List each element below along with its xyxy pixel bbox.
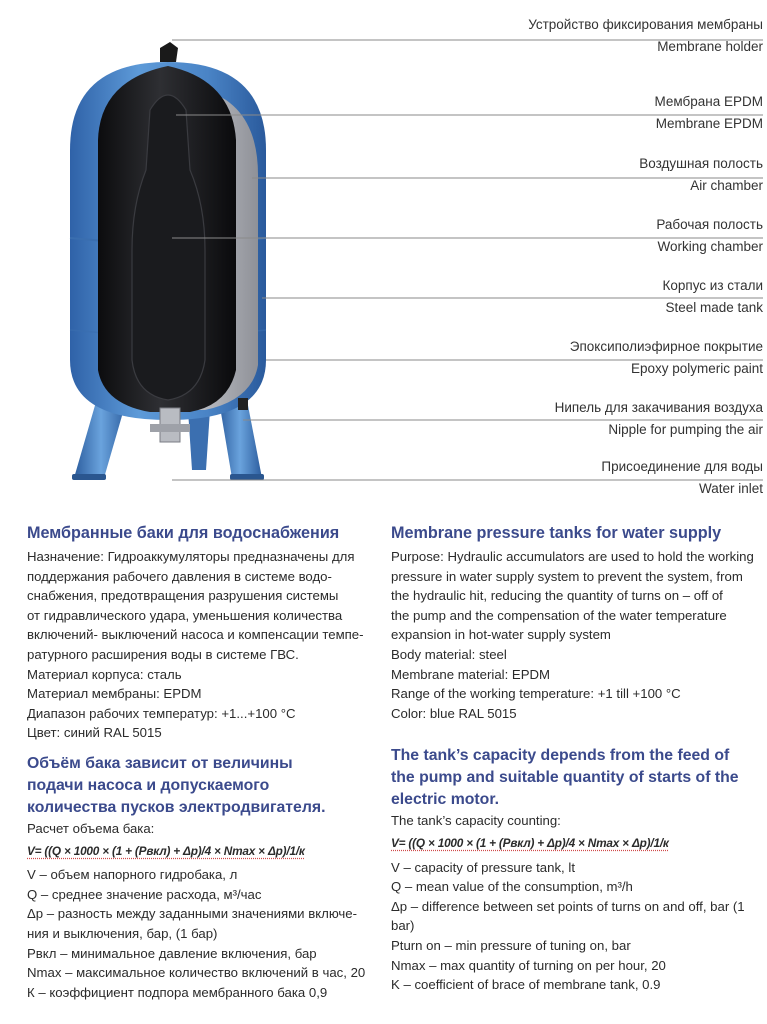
en-definition: K – coefficient of brace of membrane tank, 0.9 <box>391 977 661 993</box>
en-purpose-line: pressure in water supply system to prevent the system, from <box>391 568 743 584</box>
en-purpose-line: expansion in hot-water supply system <box>391 627 611 643</box>
callout-en: Steel made tank <box>665 300 763 315</box>
callout-air-chamber <box>639 153 763 197</box>
ru-definition: Рвкл – минимальное давление включения, бар <box>27 945 317 961</box>
ru-definition: Q – среднее значение расхода, м³/час <box>27 886 262 902</box>
en-definition: V – capacity of pressure tank, lt <box>391 859 575 875</box>
en-definition: Q – mean value of the consumption, m³/h <box>391 879 633 895</box>
callout-ru: Рабочая полость <box>656 217 763 232</box>
callout-en: Working chamber <box>657 239 763 254</box>
en-purpose-line: the hydraulic hit, reducing the quantity of turns on – off of <box>391 588 723 604</box>
en-body-material: Body material: steel <box>391 646 507 662</box>
en-heading2-line: electric motor. <box>391 791 499 809</box>
callout-en: Nipple for pumping the air <box>608 422 763 437</box>
callout-air-nipple <box>555 397 763 441</box>
en-definition: Nmax – max quantity of turning on per hour, 20 <box>391 957 666 973</box>
ru-heading2-line: количества пусков электродвигателя. <box>27 798 326 816</box>
ru-body-material: Материал корпуса: сталь <box>27 666 182 682</box>
ru-purpose-line: от гидравлического удара, уменьшения количества <box>27 607 343 623</box>
membrane-holder <box>160 42 178 62</box>
ru-color: Цвет: синий RAL 5015 <box>27 725 162 741</box>
callout-en: Epoxy polymeric paint <box>630 361 763 376</box>
ru-membrane-material: Материал мембраны: EPDM <box>27 686 202 702</box>
en-definition: bar) <box>391 918 415 934</box>
callout-ru: Корпус из стали <box>662 278 763 293</box>
ru-heading: Мембранные баки для водоснабжения <box>27 524 340 542</box>
en-temp-range: Range of the working temperature: +1 till +100 °C <box>391 686 681 702</box>
ru-purpose-line: снабжения, предотвращения разрушения системы <box>27 588 339 604</box>
air-nipple <box>238 398 248 410</box>
ru-definition: Nmax – максимальное количество включений в час, 20 <box>27 965 366 981</box>
callout-en: Water inlet <box>698 481 763 496</box>
callout-en: Air chamber <box>690 178 763 193</box>
callout-ru: Нипель для закачивания воздуха <box>554 400 763 415</box>
en-purpose-line: the pump and the compensation of the water temperature <box>391 607 727 623</box>
en-heading2-line: The tank’s capacity depends from the feed of <box>391 747 730 765</box>
ru-formula: V= ((Q × 1000 × (1 + (Рвкл) + Δр)/4 × Nmax × Δр)/1/к <box>27 843 305 858</box>
callout-working-chamber <box>656 214 763 258</box>
en-heading: Membrane pressure tanks for water supply <box>391 524 722 542</box>
en-definition: Δp – difference between set points of turns on and off, bar (1 <box>391 898 745 914</box>
en-calc-label: The tank’s capacity counting: <box>391 813 561 829</box>
ru-purpose-line: ратурного расширения воды в системе ГВС. <box>27 646 299 662</box>
callout-ru: Эпоксиполиэфирное покрытие <box>569 339 763 354</box>
ru-purpose-line: Назначение: Гидроаккумуляторы предназначены для <box>27 549 355 564</box>
ru-definition: V – объем напорного гидробака, л <box>27 867 238 883</box>
ru-purpose-line: поддержания рабочего давления в системе водо- <box>27 568 332 584</box>
callout-membrane-epdm <box>654 91 763 135</box>
callout-steel-tank <box>663 275 763 319</box>
ru-calc-label: Расчет объема бака: <box>27 820 155 836</box>
en-color: Color: blue RAL 5015 <box>391 705 517 721</box>
callout-water-inlet <box>601 456 763 500</box>
callout-en: Membrane holder <box>657 39 763 54</box>
ru-purpose-line: включений- выключений насоса и компенсации темпе- <box>27 627 364 643</box>
callout-ru: Воздушная полость <box>639 156 763 171</box>
callout-epoxy-paint <box>570 336 763 380</box>
ru-definition: К – коэффициент подпора мембранного бака 0,9 <box>27 984 328 1000</box>
en-definition: Pturn on – min pressure of tuning on, bar <box>391 937 631 953</box>
callout-membrane-holder <box>528 14 763 58</box>
english-column <box>391 523 763 995</box>
ru-definition: ния и выключения, бар, (1 бар) <box>27 925 218 941</box>
ru-temp-range: Диапазон рабочих температур: +1...+100 °С <box>27 705 296 721</box>
callout-en: Membrane EPDM <box>655 116 763 131</box>
callout-ru: Присоединение для воды <box>601 459 763 474</box>
en-membrane-material: Membrane material: EPDM <box>391 666 551 682</box>
en-heading2-line: the pump and suitable quantity of starts of the <box>391 769 739 787</box>
callout-ru: Устройство фиксирования мембраны <box>528 17 763 32</box>
ru-definition: Δр – разность между заданными значениями включе- <box>27 906 358 922</box>
en-formula: V= ((Q × 1000 × (1 + (Рвкл) + Δр)/4 × Nmax × Δр)/1/к <box>391 835 669 850</box>
russian-column <box>27 523 367 1002</box>
ru-heading2-line: Объём бака зависит от величины <box>27 754 293 772</box>
callout-ru: Мембрана EPDM <box>654 94 763 109</box>
en-purpose-line: Purpose: Hydraulic accumulators are used to hold the working <box>391 549 754 564</box>
ru-heading2-line: подачи насоса и допускаемого <box>27 776 270 794</box>
